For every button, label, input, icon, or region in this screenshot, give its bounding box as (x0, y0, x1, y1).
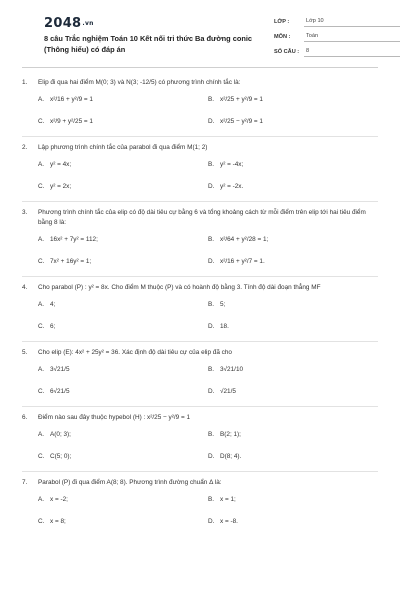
answer-options (22, 88, 378, 132)
option-text: √21/5 (220, 387, 236, 395)
option-text: 16x² + 7y² = 112; (50, 235, 98, 243)
question-divider (22, 276, 378, 277)
option-letter: C. (38, 182, 45, 190)
logo-suffix: .vn (82, 20, 94, 27)
option-letter: D. (208, 257, 215, 265)
answer-options (22, 153, 378, 197)
question-text: Lập phương trình chính tắc của parabol đi qua điểm M(1; 2) (38, 144, 208, 151)
question-number: 5. (22, 349, 28, 356)
option-letter: C. (38, 387, 45, 395)
answer-option[interactable] (208, 510, 378, 532)
option-text: 6√21/5 (50, 387, 70, 395)
option-text: D(8; 4). (220, 452, 242, 460)
answer-option[interactable] (208, 250, 378, 272)
answer-option[interactable] (38, 445, 208, 467)
option-letter: B. (208, 300, 215, 308)
answer-option[interactable] (38, 315, 208, 337)
question-head (22, 283, 378, 293)
answer-options (22, 488, 378, 532)
option-letter: C. (38, 322, 45, 330)
option-text: 5; (220, 300, 226, 308)
question-number: 3. (22, 209, 28, 216)
answer-option[interactable] (208, 88, 378, 110)
option-letter: C. (38, 452, 45, 460)
answer-option[interactable] (38, 423, 208, 445)
answer-option[interactable] (208, 293, 378, 315)
option-letter: B. (208, 160, 215, 168)
meta-row-class (274, 16, 400, 28)
meta-value: Toán (304, 32, 400, 42)
question-text: Parabol (P) đi qua điểm A(8; 8). Phương trình đường chuẩn Δ là: (38, 479, 222, 486)
option-letter: C. (38, 117, 45, 125)
option-letter: A. (38, 95, 45, 103)
question-head (22, 208, 378, 228)
answer-option[interactable] (208, 423, 378, 445)
option-text: x = -2; (50, 495, 68, 503)
answer-option[interactable] (38, 488, 208, 510)
option-text: x = 8; (50, 517, 66, 525)
question-item (22, 413, 378, 472)
option-letter: A. (38, 495, 45, 503)
answer-options (22, 358, 378, 402)
option-text: 18. (220, 322, 229, 330)
option-letter: A. (38, 365, 45, 373)
question-text: Elip đi qua hai điểm M(0; 3) và N(3; -12/5) có phương trình chính tắc là: (38, 79, 241, 86)
question-item (22, 478, 378, 532)
option-text: x = 1; (220, 495, 236, 503)
option-letter: B. (208, 235, 215, 243)
question-text: Phương trình chính tắc của elip có độ dài tiêu cự bằng 6 và tổng khoảng cách từ mỗi điểm trên elip tới hai tiêu điểm bằng 8 là: (38, 209, 366, 226)
question-list (22, 78, 378, 532)
option-letter: B. (208, 95, 215, 103)
answer-option[interactable] (208, 445, 378, 467)
question-text: Cho parabol (P) : y² = 8x. Cho điểm M thuộc (P) và có hoành độ bằng 3. Tính độ dài đoạn thẳng MF (38, 284, 321, 291)
question-number: 1. (22, 79, 28, 86)
question-divider (22, 471, 378, 472)
answer-option[interactable] (38, 250, 208, 272)
site-logo[interactable] (44, 16, 94, 31)
meta-label: LỚP : (274, 19, 290, 25)
answer-option[interactable] (208, 488, 378, 510)
option-letter: A. (38, 300, 45, 308)
question-item (22, 143, 378, 202)
answer-option[interactable] (208, 110, 378, 132)
option-text: 7x² + 16y² = 1; (50, 257, 92, 265)
answer-option[interactable] (38, 88, 208, 110)
meta-row-subject (274, 31, 400, 43)
question-divider (22, 136, 378, 137)
option-letter: C. (38, 257, 45, 265)
answer-option[interactable] (38, 293, 208, 315)
option-text: x²/64 + y²/28 = 1; (220, 235, 269, 243)
page-header (22, 0, 378, 64)
option-text: B(2; 1); (220, 430, 241, 438)
option-text: y² = -4x; (220, 160, 244, 168)
answer-option[interactable] (38, 228, 208, 250)
option-text: x²/9 + y²/25 = 1 (50, 117, 93, 125)
answer-option[interactable] (38, 358, 208, 380)
option-text: y² = -2x. (220, 182, 244, 190)
option-letter: D. (208, 387, 215, 395)
option-letter: D. (208, 452, 215, 460)
meta-label: MÔN : (274, 34, 291, 40)
question-divider (22, 341, 378, 342)
question-head (22, 413, 378, 423)
option-letter: B. (208, 365, 215, 373)
answer-option[interactable] (38, 175, 208, 197)
answer-option[interactable] (38, 153, 208, 175)
meta-row-count (274, 46, 400, 58)
option-text: x²/16 + y²/7 = 1. (220, 257, 265, 265)
answer-options (22, 228, 378, 272)
option-letter: B. (208, 430, 215, 438)
option-letter: C. (38, 517, 45, 525)
option-text: y² = 2x; (50, 182, 72, 190)
meta-value: 8 (304, 47, 400, 57)
meta-value: Lớp 10 (304, 17, 400, 27)
answer-option[interactable] (208, 380, 378, 402)
meta-label: SỐ CÂU : (274, 49, 300, 55)
option-letter: D. (208, 117, 215, 125)
answer-option[interactable] (208, 358, 378, 380)
question-item (22, 283, 378, 342)
option-text: C(5; 0); (50, 452, 72, 460)
option-text: 3√21/5 (50, 365, 70, 373)
answer-options (22, 423, 378, 467)
logo-number: 2048 (44, 16, 82, 31)
question-head (22, 78, 378, 88)
question-item (22, 208, 378, 277)
answer-option[interactable] (38, 510, 208, 532)
option-text: A(0; 3); (50, 430, 71, 438)
option-text: 6; (50, 322, 56, 330)
answer-option[interactable] (208, 175, 378, 197)
option-text: x²/25 − y²/9 = 1 (220, 117, 263, 125)
option-letter: B. (208, 495, 215, 503)
option-letter: D. (208, 517, 215, 525)
question-number: 6. (22, 414, 28, 421)
question-item (22, 78, 378, 137)
option-letter: A. (38, 430, 45, 438)
option-text: 4; (50, 300, 56, 308)
question-text: Điểm nào sau đây thuộc hypebol (H) : x²/25 − y²/9 = 1 (38, 414, 191, 421)
answer-option[interactable] (208, 315, 378, 337)
document-title: 8 câu Trắc nghiệm Toán 10 Kết nối tri thức Ba đường conic (Thông hiểu) có đáp án (44, 34, 253, 54)
option-letter: D. (208, 322, 215, 330)
question-head (22, 143, 378, 153)
question-number: 4. (22, 284, 28, 291)
question-number: 2. (22, 144, 28, 151)
answer-option[interactable] (208, 228, 378, 250)
answer-option[interactable] (38, 380, 208, 402)
question-head (22, 348, 378, 358)
question-divider (22, 201, 378, 202)
question-number: 7. (22, 479, 28, 486)
question-item (22, 348, 378, 407)
option-text: 3√21/10 (220, 365, 244, 373)
option-text: x = -8. (220, 517, 238, 525)
option-letter: A. (38, 235, 45, 243)
option-text: y² = 4x; (50, 160, 72, 168)
answer-option[interactable] (38, 110, 208, 132)
question-text: Cho elip (E): 4x² + 25y² = 36. Xác định độ dài tiêu cự của elip đã cho (38, 349, 232, 356)
option-letter: D. (208, 182, 215, 190)
question-divider (22, 406, 378, 407)
answer-option[interactable] (208, 153, 378, 175)
header-divider (22, 67, 378, 68)
question-head (22, 478, 378, 488)
option-letter: A. (38, 160, 45, 168)
option-text: x²/25 + y²/9 = 1 (220, 95, 263, 103)
answer-options (22, 293, 378, 337)
meta-panel (274, 16, 400, 61)
option-text: x²/16 + y²/9 = 1 (50, 95, 93, 103)
